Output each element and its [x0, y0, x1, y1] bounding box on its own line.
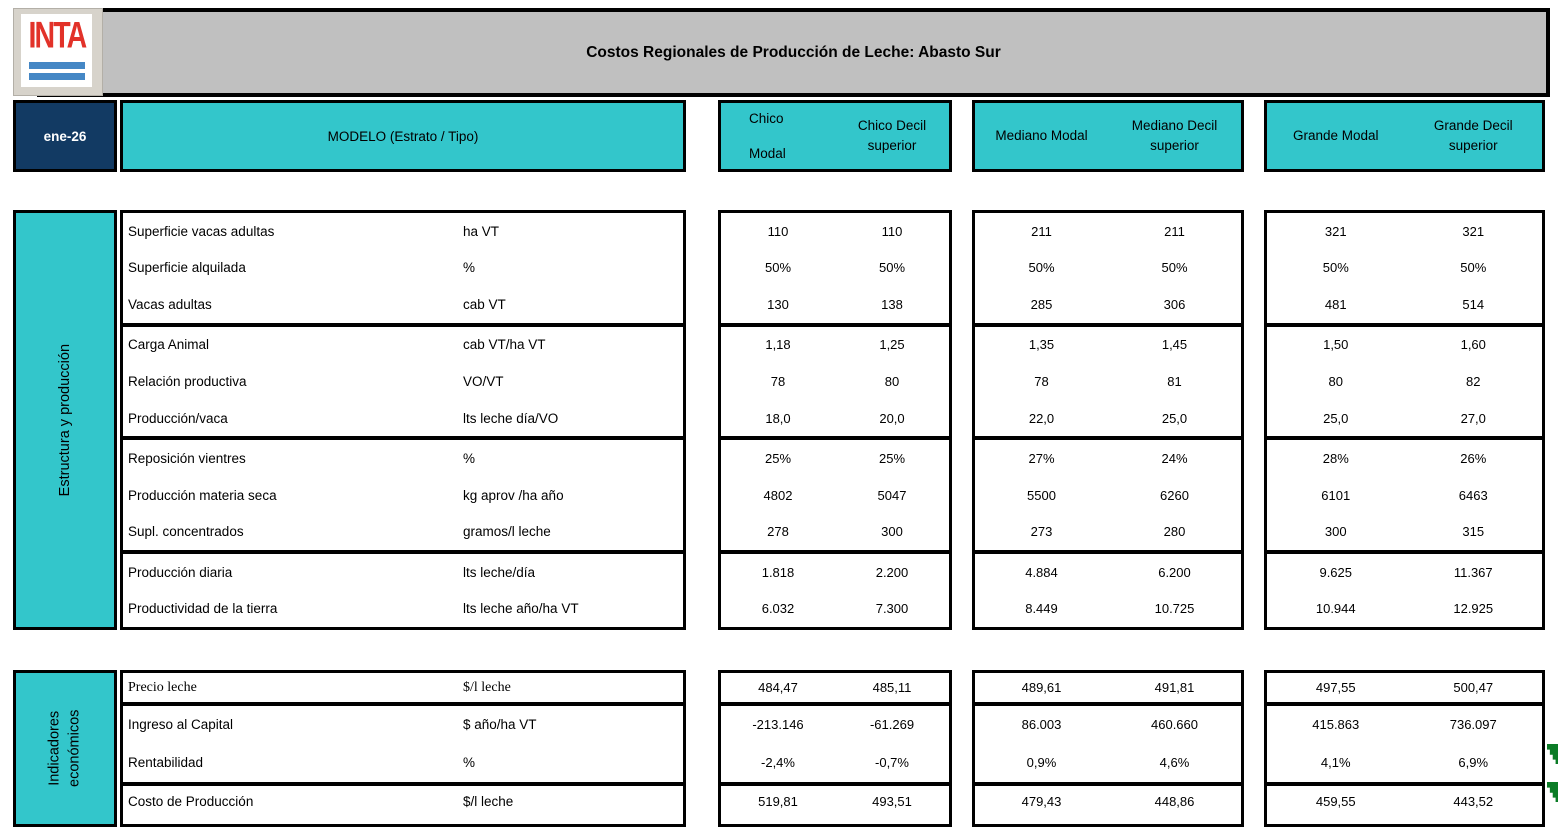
row-unit: gramos/l leche — [463, 524, 551, 540]
table-row — [975, 213, 1241, 250]
value-cell: 78 — [770, 373, 786, 389]
value-cell: 493,51 — [872, 793, 912, 809]
table-row — [1267, 213, 1542, 250]
report-title-bar — [37, 8, 1550, 97]
row-label: Vacas adultas — [128, 296, 212, 312]
table-row — [123, 213, 683, 250]
value-cell: 484,47 — [758, 680, 798, 695]
table-row — [123, 702, 683, 742]
value-cell: 28% — [1322, 451, 1349, 467]
row-unit: % — [463, 754, 476, 770]
value-cell: 315 — [1462, 524, 1485, 540]
table-row — [1267, 673, 1542, 702]
row-unit: kg aprov /ha año — [463, 487, 564, 503]
table-row — [721, 513, 949, 550]
row-unit: lts leche/día — [463, 564, 536, 580]
value-cell: 50% — [878, 260, 906, 276]
row-unit: cab VT — [463, 296, 506, 312]
section-economics-sidebar — [13, 670, 117, 827]
table-row — [721, 250, 949, 287]
row-unit: % — [463, 451, 476, 467]
table-row — [1267, 742, 1542, 782]
column-group-mediano — [972, 100, 1244, 172]
column-group-grande — [1264, 100, 1545, 172]
value-cell: 25% — [878, 451, 906, 467]
row-label: Precio leche — [128, 679, 197, 695]
value-cell: 280 — [1163, 524, 1186, 540]
table-row — [975, 323, 1241, 364]
table-row — [1267, 513, 1542, 550]
column-group-chico — [718, 100, 952, 172]
value-cell: 7.300 — [875, 601, 909, 617]
table-row — [975, 436, 1241, 477]
value-cell: 18,0 — [765, 410, 791, 426]
table-row — [1267, 782, 1542, 816]
table-row — [1267, 250, 1542, 287]
row-unit: $ año/ha VT — [463, 716, 537, 732]
table-row — [123, 363, 683, 400]
value-cell: 1.818 — [761, 564, 795, 580]
value-cell: 300 — [881, 524, 903, 540]
table-row — [721, 477, 949, 514]
comment-arrow-icon — [1547, 782, 1558, 802]
value-cell: 86.003 — [1021, 716, 1062, 732]
value-cell: 514 — [1462, 296, 1485, 312]
value-cell: 479,43 — [1021, 793, 1062, 809]
row-label: Carga Animal — [128, 337, 210, 353]
column-header-chico-modal: Chico Modal — [749, 110, 786, 161]
value-cell: 211 — [1164, 223, 1185, 239]
value-cell: 4,6% — [1159, 754, 1190, 770]
value-cell: 460.660 — [1151, 716, 1198, 732]
table-row — [721, 436, 949, 477]
table-row — [975, 363, 1241, 400]
table-row — [1267, 363, 1542, 400]
table-row — [721, 550, 949, 591]
value-cell: -0,7% — [875, 754, 909, 770]
value-cell: 519,81 — [758, 793, 798, 809]
table-row — [1267, 323, 1542, 364]
value-cell: -213.146 — [752, 716, 804, 732]
value-cell: 485,11 — [872, 680, 912, 695]
inta-logo-panel — [21, 14, 92, 87]
value-cell: 2.200 — [875, 564, 909, 580]
row-unit: lts leche año/ha VT — [463, 601, 579, 617]
row-unit: $/l leche — [463, 679, 511, 695]
row-label: Superficie alquilada — [128, 260, 246, 276]
row-unit: ha VT — [463, 223, 500, 239]
table-row — [721, 590, 949, 627]
values-mediano-structure — [972, 210, 1244, 630]
section-structure-sidebar — [13, 210, 117, 630]
value-cell: 20,0 — [879, 410, 905, 426]
table-row — [123, 673, 683, 702]
table-row — [721, 400, 949, 437]
value-cell: 321 — [1462, 223, 1485, 239]
row-unit: cab VT/ha VT — [463, 337, 546, 353]
value-cell: 50% — [764, 260, 792, 276]
value-cell: 25,0 — [1323, 410, 1349, 426]
table-row — [721, 213, 949, 250]
comment-arrow-icon — [1547, 744, 1558, 764]
row-label: Producción/vaca — [128, 410, 228, 426]
table-row — [975, 286, 1241, 323]
section-structure-label: Estructura y producción — [56, 343, 73, 497]
label-column-structure — [120, 210, 686, 630]
date-label: ene-26 — [43, 128, 87, 144]
row-label: Ingreso al Capital — [128, 716, 234, 732]
table-row — [123, 436, 683, 477]
value-cell: 9.625 — [1319, 564, 1353, 580]
value-cell: 448,86 — [1154, 793, 1195, 809]
table-row — [721, 286, 949, 323]
table-row — [1267, 436, 1542, 477]
value-cell: 1,35 — [1028, 337, 1055, 353]
column-header-grande-decil: Grande Decil superior — [1433, 117, 1513, 153]
value-cell: 306 — [1163, 296, 1186, 312]
row-label: Producción diaria — [128, 564, 233, 580]
value-cell: 50% — [1028, 260, 1055, 276]
value-cell: 6101 — [1321, 487, 1351, 503]
value-cell: -61.269 — [869, 716, 915, 732]
column-header-mediano-modal: Mediano Modal — [995, 127, 1088, 143]
value-cell: 321 — [1324, 223, 1347, 239]
value-cell: 27% — [1028, 451, 1055, 467]
value-cell: 27,0 — [1460, 410, 1486, 426]
row-label: Productividad de la tierra — [128, 601, 278, 617]
row-label: Producción materia seca — [128, 487, 277, 503]
value-cell: 12.925 — [1453, 601, 1494, 617]
table-row — [721, 782, 949, 816]
value-cell: 4.884 — [1025, 564, 1058, 580]
value-cell: 500,47 — [1453, 680, 1494, 695]
row-unit: % — [463, 260, 476, 276]
table-row — [1267, 702, 1542, 742]
value-cell: 211 — [1031, 223, 1052, 239]
value-cell: 459,55 — [1315, 793, 1356, 809]
value-cell: 26% — [1460, 451, 1487, 467]
table-row — [975, 477, 1241, 514]
table-row — [123, 400, 683, 437]
inta-logo-stripe — [29, 62, 85, 69]
table-row — [975, 742, 1241, 782]
column-header-mediano-decil: Mediano Decil superior — [1131, 117, 1218, 153]
value-cell: 278 — [767, 524, 789, 540]
table-row — [975, 513, 1241, 550]
value-cell: 736.097 — [1449, 716, 1497, 732]
value-cell: 0,9% — [1026, 754, 1057, 770]
value-cell: 80 — [884, 373, 900, 389]
row-unit: lts leche día/VO — [463, 410, 559, 426]
table-row — [123, 250, 683, 287]
value-cell: 285 — [1030, 296, 1053, 312]
value-cell: 22,0 — [1028, 410, 1055, 426]
value-cell: 11.367 — [1453, 564, 1493, 580]
value-cell: -2,4% — [761, 754, 795, 770]
value-cell: 130 — [767, 296, 789, 312]
table-row — [1267, 477, 1542, 514]
value-cell: 50% — [1460, 260, 1487, 276]
value-cell: 10.725 — [1154, 601, 1195, 617]
value-cell: 50% — [1322, 260, 1349, 276]
row-label: Rentabilidad — [128, 754, 204, 770]
value-cell: 489,61 — [1021, 680, 1062, 695]
table-row — [123, 513, 683, 550]
table-row — [975, 673, 1241, 702]
values-mediano-economics — [972, 670, 1244, 827]
row-unit: VO/VT — [463, 373, 504, 389]
value-cell: 300 — [1324, 524, 1347, 540]
value-cell: 78 — [1034, 373, 1049, 389]
value-cell: 415.863 — [1312, 716, 1360, 732]
table-row — [975, 250, 1241, 287]
value-cell: 497,55 — [1315, 680, 1356, 695]
column-header-chico-decil: Chico Decil superior — [857, 117, 927, 153]
value-cell: 4,1% — [1320, 754, 1351, 770]
value-cell: 6.200 — [1158, 564, 1191, 580]
table-row — [1267, 400, 1542, 437]
table-row — [1267, 550, 1542, 591]
row-label: Costo de Producción — [128, 793, 254, 809]
table-row — [721, 363, 949, 400]
table-row — [975, 400, 1241, 437]
table-row — [123, 323, 683, 364]
table-row — [721, 323, 949, 364]
value-cell: 6,9% — [1458, 754, 1489, 770]
value-cell: 110 — [767, 223, 789, 239]
table-row — [721, 742, 949, 782]
value-cell: 110 — [881, 223, 903, 239]
value-cell: 25,0 — [1161, 410, 1188, 426]
value-cell: 4802 — [763, 487, 793, 503]
model-header-cell — [120, 100, 686, 172]
table-row — [123, 550, 683, 591]
value-cell: 138 — [881, 296, 903, 312]
value-cell: 5500 — [1027, 487, 1056, 503]
values-chico-structure — [718, 210, 952, 630]
value-cell: 273 — [1030, 524, 1053, 540]
table-row — [975, 550, 1241, 591]
value-cell: 82 — [1466, 373, 1481, 389]
value-cell: 80 — [1328, 373, 1343, 389]
table-row — [1267, 286, 1542, 323]
values-grande-structure — [1264, 210, 1545, 630]
inta-logo-text: INTA — [28, 14, 85, 56]
values-chico-economics — [718, 670, 952, 827]
row-label: Relación productiva — [128, 373, 247, 389]
report-title: Costos Regionales de Producción de Leche: Abasto Sur — [586, 43, 1001, 61]
values-grande-economics — [1264, 670, 1545, 827]
table-row — [975, 702, 1241, 742]
value-cell: 481 — [1324, 296, 1347, 312]
table-row — [721, 673, 949, 702]
table-row — [123, 742, 683, 782]
value-cell: 24% — [1161, 451, 1188, 467]
value-cell: 5047 — [877, 487, 907, 503]
value-cell: 1,25 — [879, 337, 905, 353]
row-label: Reposición vientres — [128, 451, 246, 467]
section-economics-label: Indicadores económicos — [46, 709, 83, 788]
value-cell: 1,18 — [765, 337, 791, 353]
value-cell: 81 — [1167, 373, 1182, 389]
value-cell: 6260 — [1160, 487, 1189, 503]
value-cell: 10.944 — [1315, 601, 1356, 617]
inta-logo-stripe — [29, 73, 85, 80]
table-row — [123, 782, 683, 816]
value-cell: 50% — [1161, 260, 1188, 276]
table-row — [721, 702, 949, 742]
table-row — [975, 782, 1241, 816]
row-unit: $/l leche — [463, 793, 514, 809]
table-row — [123, 590, 683, 627]
column-header-grande-modal: Grande Modal — [1292, 127, 1379, 143]
value-cell: 491,81 — [1154, 680, 1195, 695]
value-cell: 443,52 — [1453, 793, 1494, 809]
value-cell: 6.032 — [761, 601, 795, 617]
table-row — [123, 477, 683, 514]
value-cell: 1,60 — [1460, 337, 1486, 353]
inta-logo — [13, 8, 103, 96]
date-cell — [13, 100, 117, 172]
row-label: Superficie vacas adultas — [128, 223, 275, 239]
table-row — [975, 590, 1241, 627]
value-cell: 1,50 — [1323, 337, 1349, 353]
value-cell: 8.449 — [1025, 601, 1058, 617]
table-row — [1267, 590, 1542, 627]
model-header-label: MODELO (Estrato / Tipo) — [327, 128, 479, 144]
value-cell: 6463 — [1458, 487, 1488, 503]
value-cell: 25% — [764, 451, 792, 467]
value-cell: 1,45 — [1161, 337, 1188, 353]
label-column-economics — [120, 670, 686, 827]
table-row — [123, 286, 683, 323]
row-label: Supl. concentrados — [128, 524, 244, 540]
